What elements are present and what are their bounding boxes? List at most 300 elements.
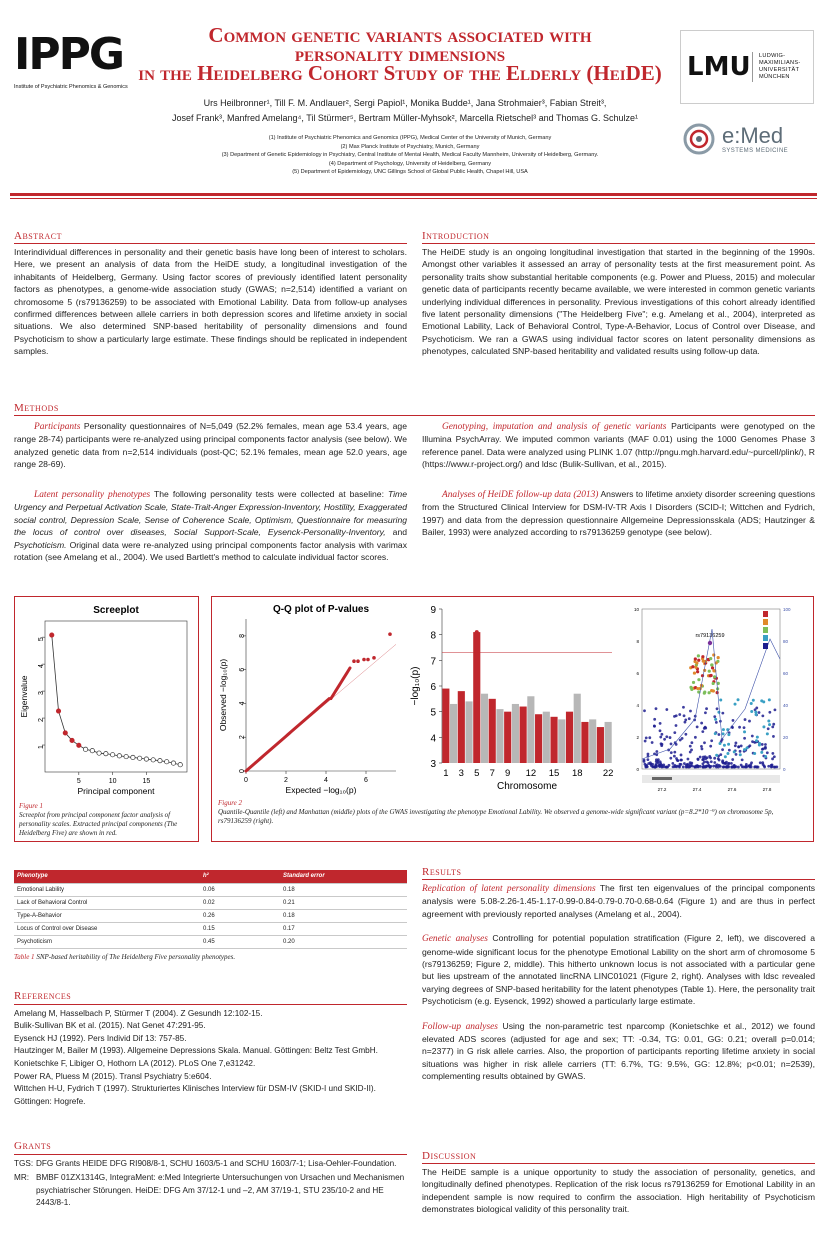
scree-point [151, 758, 155, 762]
snp-point [651, 741, 654, 744]
snp-point [744, 718, 747, 721]
ld-point [696, 670, 699, 673]
reference-item: Wittchen H-U, Fydrich T (1997). Strukturiertes Klinisches Interview für DSM-IV (SKID-I und SKID-II). Göttingen: Hogrefe. [14, 1084, 376, 1106]
snp-point [759, 761, 762, 764]
snp-point [684, 718, 687, 721]
right-tick-label: 60 [783, 671, 789, 676]
ld-point [733, 750, 736, 753]
scree-point [56, 709, 60, 713]
section-rule [14, 415, 815, 416]
snp-point [701, 748, 704, 751]
table-cell: 0.18 [280, 909, 407, 922]
chart-title: Screeplot [93, 605, 139, 616]
scree-point [63, 731, 67, 735]
snp-point [690, 741, 693, 744]
x-tick-label: 10 [108, 778, 117, 785]
methods-genotyping [422, 420, 815, 471]
ld-legend-swatch [763, 627, 768, 633]
latent-and: and [392, 527, 408, 538]
latent-label: Latent personality phenotypes [34, 490, 151, 500]
emed-logo-text: e:Med [722, 123, 784, 148]
x-tick-label: 27.4 [692, 787, 702, 792]
snp-point [725, 761, 728, 764]
y-tick-label: 7 [430, 656, 436, 668]
regional-plot-chart [620, 599, 810, 801]
affiliation: (3) Department of Genetic Epidemiology in Psychiatry, Central Institute of Mental Health, Medical Faculty Mannheim, University of Heidelberg, Germany. [221, 152, 599, 159]
snp-point [740, 745, 743, 748]
snp-point [750, 765, 753, 768]
snp-point [653, 725, 656, 728]
reference-item: Power RA, Pluess M (2015). Transl Psychiatry 5:e604. [14, 1071, 212, 1081]
affiliation: (1) Institute of Psychiatric Phenomics and Genomics (IPPG), Medical Center of the University of Munich, Germany [268, 135, 552, 141]
y-tick-label: 8 [239, 633, 246, 638]
snp-point [678, 766, 681, 769]
x-tick-label: 15 [548, 768, 560, 779]
table-cell: 0.21 [280, 896, 407, 909]
x-tick-label: 18 [571, 768, 583, 779]
table-header-cell: Phenotype [14, 870, 200, 883]
x-tick-label: 6 [364, 777, 368, 784]
ld-point [760, 751, 763, 754]
snp-point [663, 738, 666, 741]
ld-point [719, 698, 722, 701]
manhattan-column [605, 722, 612, 763]
snp-point [743, 726, 746, 729]
snp-point [701, 758, 704, 761]
snp-point [764, 746, 767, 749]
y-tick-label: 5 [38, 637, 45, 642]
reference-item: Eysenck HJ (1992). Pers Individ Dif 13: 757-85. [14, 1033, 187, 1043]
manhattan-column [520, 707, 527, 763]
latent-psychoticism: Psychoticism. [14, 539, 67, 550]
y-tick-label: 10 [633, 607, 639, 612]
ld-point [701, 655, 704, 658]
methods-latent [14, 488, 407, 563]
ld-point [719, 742, 722, 745]
snp-point [643, 709, 646, 712]
introduction-section [422, 230, 815, 358]
table-cell: 0.26 [200, 909, 280, 922]
snp-point [675, 724, 678, 727]
ld-point [722, 732, 725, 735]
ld-point [712, 682, 715, 685]
ld-point [743, 748, 746, 751]
ld-point [753, 752, 756, 755]
x-tick-label: 22 [602, 768, 614, 779]
manhattan-column [597, 727, 604, 763]
snp-point [708, 766, 711, 769]
section-rule [14, 1154, 407, 1155]
snp-point [773, 766, 776, 769]
ippg-logo-text: IPPG [14, 29, 123, 80]
ld-point [715, 754, 718, 757]
ld-legend-swatch [763, 619, 768, 625]
ld-point [690, 688, 693, 691]
ld-point [722, 728, 725, 731]
snp-point [673, 755, 676, 758]
ld-point [691, 665, 694, 668]
heritability-table-block [14, 870, 407, 962]
plot-frame [45, 621, 187, 772]
snp-point [767, 765, 770, 768]
results-genetic-text: Controlling for potential population stratification (Figure 2, left), we discovered a genome-wide significant locus for the phenotype Emotional Lability on the short arm of chromosome 5 (rs79136259; Figure 2, middle). This hitherto unknown locus is not associated with a particular gene but lies upstream of the annotated lincRNA LINC01021 (Figure 2, right). Analyses with ldsc revealed varying degrees of SNP-based heritability for the latent phenotypes (Table 1). Here, the personality trait Psychoticism (e.g. Eysenck, 1992) showed a particularly large estimate. [422, 933, 816, 1007]
reference-item: Bulik-Sullivan BK et al. (2015). Nat Genet 47:291-95. [14, 1021, 206, 1031]
qq-point [352, 659, 356, 663]
ld-point [754, 711, 757, 714]
snp-point [694, 736, 697, 739]
snp-point [718, 764, 721, 767]
qq-point [372, 656, 376, 660]
snp-point [671, 762, 674, 765]
figure-2-panel [211, 596, 814, 842]
snp-point [748, 720, 751, 723]
snp-point [706, 756, 709, 759]
ld-point [756, 736, 759, 739]
snp-point [761, 714, 764, 717]
grant-code: MR: [14, 1173, 30, 1183]
scree-line [52, 635, 180, 765]
manhattan-column [550, 717, 557, 763]
ld-point [737, 698, 740, 701]
snp-point [741, 765, 744, 768]
ld-legend-swatch [763, 635, 768, 641]
grant-text: DFG Grants HEIDE DFG RI908/8-1, SCHU 1603/5-1 and SCHU 1603/7-1; Lisa-Oehler-Foundation. [36, 1158, 397, 1168]
table-cell: Emotional Lability [14, 883, 200, 896]
snp-point [735, 753, 738, 756]
ld-point [727, 733, 730, 736]
ld-point [739, 753, 742, 756]
results-genetic [422, 932, 815, 1007]
ld-point [716, 691, 719, 694]
snp-point [719, 753, 722, 756]
ld-point [714, 718, 717, 721]
x-tick-label: 0 [244, 777, 248, 784]
abstract-heading: Abstract [14, 230, 62, 242]
right-tick-label: 80 [783, 639, 789, 644]
snp-point [772, 723, 775, 726]
table-row [14, 922, 407, 935]
reference-item: Hautzinger M, Bailer M (1993). Allgemeine Depressions Skala. Manual. Göttingen: Beltz Test GmbH. [14, 1046, 378, 1056]
lmu-text-line: UNIVERSITÄT [759, 67, 800, 73]
snp-point [659, 736, 662, 739]
ld-point [708, 670, 711, 673]
affiliation: (4) Department of Psychology, University of Heidelberg, Germany [328, 160, 492, 167]
table-1-label: Table 1 [14, 952, 35, 961]
x-tick-label: 27.6 [727, 787, 737, 792]
section-rule [422, 1163, 815, 1164]
y-tick-label: 2 [636, 735, 639, 740]
snp-point [687, 758, 690, 761]
lmu-logo [680, 30, 814, 104]
scree-point [124, 754, 128, 758]
ld-point [743, 730, 746, 733]
scree-point [131, 755, 135, 759]
snp-point [766, 751, 769, 754]
header-divider [10, 193, 817, 196]
latent-text-a: The following personality tests were collected at baseline: [154, 489, 384, 499]
x-tick-label: 7 [489, 768, 495, 779]
manhattan-column [450, 704, 457, 763]
lmu-text-line: MÜNCHEN [759, 74, 790, 81]
snp-point [676, 759, 679, 762]
table-row [14, 935, 407, 948]
snp-point [745, 763, 748, 766]
table-row [14, 883, 407, 896]
ld-point [709, 657, 712, 660]
manhattan-column [489, 699, 496, 763]
ld-point [762, 725, 765, 728]
snp-point [655, 750, 658, 753]
ld-point [703, 691, 706, 694]
snp-point [731, 758, 734, 761]
references-heading: References [14, 990, 72, 1002]
grants-section [14, 1140, 407, 1210]
snp-point [675, 743, 678, 746]
manhattan-column [504, 712, 511, 763]
section-rule [14, 243, 407, 244]
manhattan-column [543, 712, 550, 763]
x-tick-label: 5 [76, 778, 81, 785]
figure-1-label: Figure 1 [19, 802, 44, 810]
lmu-logo-text [753, 53, 801, 82]
scree-point [144, 757, 148, 761]
ld-point [750, 710, 753, 713]
methods-participants [14, 420, 407, 471]
snp-point [688, 717, 691, 720]
right-tick-label: 20 [783, 735, 789, 740]
snp-point [721, 712, 724, 715]
right-tick-label: 40 [783, 703, 789, 708]
table-cell: 0.20 [280, 935, 407, 948]
snp-point [697, 758, 700, 761]
y-axis-label: Eigenvalue [19, 675, 29, 718]
manhattan-column [574, 694, 581, 763]
snp-point [728, 762, 731, 765]
snp-point [668, 764, 671, 767]
scree-point [90, 748, 94, 752]
x-tick-label: 3 [458, 768, 464, 779]
emed-logo-icon [680, 120, 718, 158]
snp-point [713, 761, 716, 764]
results-replication-label: Replication of latent personality dimensions [422, 884, 596, 894]
y-tick-label: 3 [38, 691, 45, 696]
y-tick-label: 6 [239, 667, 246, 672]
y-tick-label: 6 [636, 671, 639, 676]
snp-point [683, 714, 686, 717]
gene-mark [652, 777, 672, 780]
table-header-cell: Standard error [280, 870, 407, 883]
manhattan-column [473, 632, 480, 763]
ld-point [697, 654, 700, 657]
emed-logo [680, 114, 814, 164]
manhattan-column [512, 704, 519, 763]
y-tick-label: 2 [38, 718, 45, 722]
figure-2-label: Figure 2 [218, 799, 243, 807]
lmu-text-line: LUDWIG- [759, 52, 786, 59]
snp-point [691, 765, 694, 768]
methods-section [14, 402, 815, 416]
table-cell: 0.18 [280, 883, 407, 896]
affiliation: (2) Max Planck Institute of Psychiatry, Munich, Germany [340, 143, 480, 150]
lead-snp-point [708, 641, 712, 645]
ld-point [695, 661, 698, 664]
snp-point [737, 746, 740, 749]
methods-heading: Methods [14, 402, 59, 414]
snp-point [709, 757, 712, 760]
variant-annotation: rs79136259 [695, 633, 725, 639]
ld-point [750, 702, 753, 705]
results-followup-label: Follow-up analyses [422, 1021, 498, 1032]
snp-point [690, 762, 693, 765]
recombination-line [642, 629, 780, 759]
ld-point [711, 666, 714, 669]
scree-point [117, 754, 121, 758]
ld-point [727, 743, 730, 746]
snp-point [772, 735, 775, 738]
y-tick-label: 4 [430, 733, 436, 745]
table-cell: 0.17 [280, 922, 407, 935]
snp-point [751, 740, 754, 743]
snp-point [771, 757, 774, 760]
ld-point [755, 713, 758, 716]
manhattan-column [566, 712, 573, 763]
abstract-text: Interindividual differences in personality and their genetic basis have long been of interest to scholars. Here, we present an analysis of data from the HeiDE study, a longitudinal investigation of the inhabitants of Heidelberg, Germany. Using factor scores of previously identified latent personality factors as phenotypes, a genome-wide association study (GWAS; n=2,514) identified a variant on chromosome 5 (rs79136259) to be associated with Emotional Lability. Data from follow-up analyses confirmed differences between allele carriers in both depression scores and lifetime anxiety in social situations. We also determined SNP-based heritability of personality dimensions and found Psychoticism to show a particularly large estimate. These findings should be replicated in independent samples. [14, 247, 407, 357]
snp-point [770, 766, 773, 769]
snp-point [652, 765, 655, 768]
snp-point [655, 707, 658, 710]
snp-point [659, 722, 662, 725]
snp-point [767, 727, 770, 730]
x-tick-label: 2 [284, 777, 288, 784]
discussion-text: The HeiDE sample is a unique opportunity to study the association of personality, genetics, and longitudinally defined phenotypes. Replication of the risk locus rs79136259 for Emotional Lability in an independent sample is now required to confirm the association. High heritability of Psychoticism demonstrates biological validity of this personality trait. [422, 1167, 815, 1215]
ld-point [710, 663, 713, 666]
snp-point [703, 741, 706, 744]
snp-point [673, 715, 676, 718]
manhattan-column [496, 709, 503, 763]
ld-point [755, 739, 758, 742]
snp-point [758, 711, 761, 714]
lmu-text-line: MAXIMILIANS- [759, 59, 801, 66]
participants-label: Participants [34, 422, 81, 432]
grant-text: BMBF 01ZX1314G, IntegraMent: e:Med Integrierte Untersuchungen von Ursachen und Mechanismen psychiatrischer Störungen. HeiDE: DFG Am 37/12-1 und –2, AM 37/19-1, STU 235/10-2 and HE 2443/8-1. [36, 1173, 405, 1208]
snp-point [717, 757, 720, 760]
snp-point [743, 737, 746, 740]
manhattan-column [527, 696, 534, 763]
snp-point [669, 757, 672, 760]
authors-line-2: Josef Frank³, Manfred Amelang⁴, Til Stürmer⁵, Bertram Müller-Myhsok², Marcella Rietschel³ and Thomas G. Schulze¹ [171, 113, 639, 123]
snp-point [675, 765, 678, 768]
ld-point [768, 698, 771, 701]
scree-point [83, 747, 87, 751]
y-tick-label: 6 [430, 682, 436, 693]
table-1-text: SNP-based heritability of The Heidelberg Five personality phenotypes. [36, 952, 236, 961]
snp-point [662, 765, 665, 768]
ld-point [693, 671, 696, 674]
discussion-section [422, 1150, 815, 1216]
scree-point [171, 761, 175, 765]
y-tick-label: 4 [38, 664, 45, 669]
x-tick-label: 1 [443, 768, 449, 779]
snp-point [699, 765, 702, 768]
introduction-heading: Introduction [422, 230, 490, 242]
y-tick-label: 8 [636, 639, 639, 644]
affiliations [160, 134, 660, 177]
y-axis-label: Observed −log₁₀(p) [218, 658, 228, 732]
snp-point [705, 760, 708, 763]
snp-point [768, 711, 771, 714]
snp-point [699, 756, 702, 759]
snp-point [739, 750, 742, 753]
ippg-logo [14, 30, 130, 102]
ld-point [697, 678, 700, 681]
poster-title [130, 23, 670, 85]
ld-legend-swatch [763, 611, 768, 617]
snp-point [660, 744, 663, 747]
ld-point [713, 675, 716, 678]
introduction-text: The HeiDE study is an ongoing longitudinal investigation that started in the beginning of the 1990s. Amongst other variables it assessed an array of personality tests at the first measurement point. As personality traits show substantial heritable components (e.g. Power and Pluess, 2015) and molecular genetic data of participants recently became available, we were interested in common genetic variants underlying individual differences in personality. Previous investigations of this cohort already identified five latent personality dimensions ("The Heidelberg Five"; e.g. Amelang et al., 2004), interpreted as Emotional Lability, Lack of Behavioral Control, Type-A-Behavior, Locus of Control over Disease, and Psychoticism. We ran a GWAS using individual factor scores on latent personality dimensions as phenotypes, calculated SNP-based heritability and validated results using follow-up data. [422, 247, 815, 357]
snp-point [710, 760, 713, 763]
snp-point [761, 748, 764, 751]
snp-point [734, 744, 737, 747]
table-header-cell: h² [200, 870, 280, 883]
snp-point [659, 729, 662, 732]
snp-point [721, 759, 724, 762]
snp-point [716, 707, 719, 710]
snp-point [727, 765, 730, 768]
snp-point [771, 725, 774, 728]
latent-tests: Time Urgency and Perpetual Activation Scale, State-Trait-Anger Expression-Inventory, Hostility, Exaggerated social control, Depression Scale, Sense of Coherence Scale, Optimism, Questionnaire for measuring the locus of control over diseases, Social Support-Scale, Eysenck-Personality-Inventory, [14, 489, 407, 538]
ippg-logo-subtitle: Institute of Psychiatric Phenomics & Genomics [14, 84, 128, 90]
snp-point [710, 739, 713, 742]
y-tick-label: 1 [38, 745, 45, 749]
table-cell: 0.06 [200, 883, 280, 896]
snp-point [693, 765, 696, 768]
snp-point [705, 765, 708, 768]
snp-point [673, 731, 676, 734]
manhattan-plot-chart [406, 597, 616, 797]
section-rule [14, 1004, 407, 1005]
manhattan-column [481, 694, 488, 763]
snp-point [670, 751, 673, 754]
qq-point [366, 658, 370, 662]
results-replication [422, 882, 815, 920]
scree-point [97, 751, 101, 755]
snp-point [658, 765, 661, 768]
ld-point [767, 720, 770, 723]
grants-heading: Grants [14, 1140, 52, 1152]
title-line-2: personality dimensions [294, 42, 506, 66]
snp-point [732, 719, 735, 722]
ld-point [717, 656, 720, 659]
snp-point [728, 749, 731, 752]
snp-point [696, 764, 699, 767]
snp-point [721, 748, 724, 751]
figure-1-text: Screeplot from principal component factor analysis of personality scales. Extracted principal components (The Heidelberg Five) are shown in red. [19, 811, 178, 837]
reference-item: Amelang M, Hasselbach P, Stürmer T (2004). Z Gesundh 12:102-15. [14, 1008, 263, 1018]
qq-point [388, 632, 392, 636]
snp-point [764, 743, 767, 746]
snp-point [753, 766, 756, 769]
snp-point [763, 766, 766, 769]
snp-point [656, 765, 659, 768]
x-tick-label: 27.2 [657, 787, 667, 792]
affiliation: (5) Department of Epidemiology, UNC Gillings School of Global Public Health, Chapel Hill, USA [292, 169, 528, 176]
snp-point [730, 762, 733, 765]
manhattan-column [442, 689, 449, 763]
scree-point [158, 758, 162, 762]
snp-point [702, 756, 705, 759]
snp-point [715, 721, 718, 724]
